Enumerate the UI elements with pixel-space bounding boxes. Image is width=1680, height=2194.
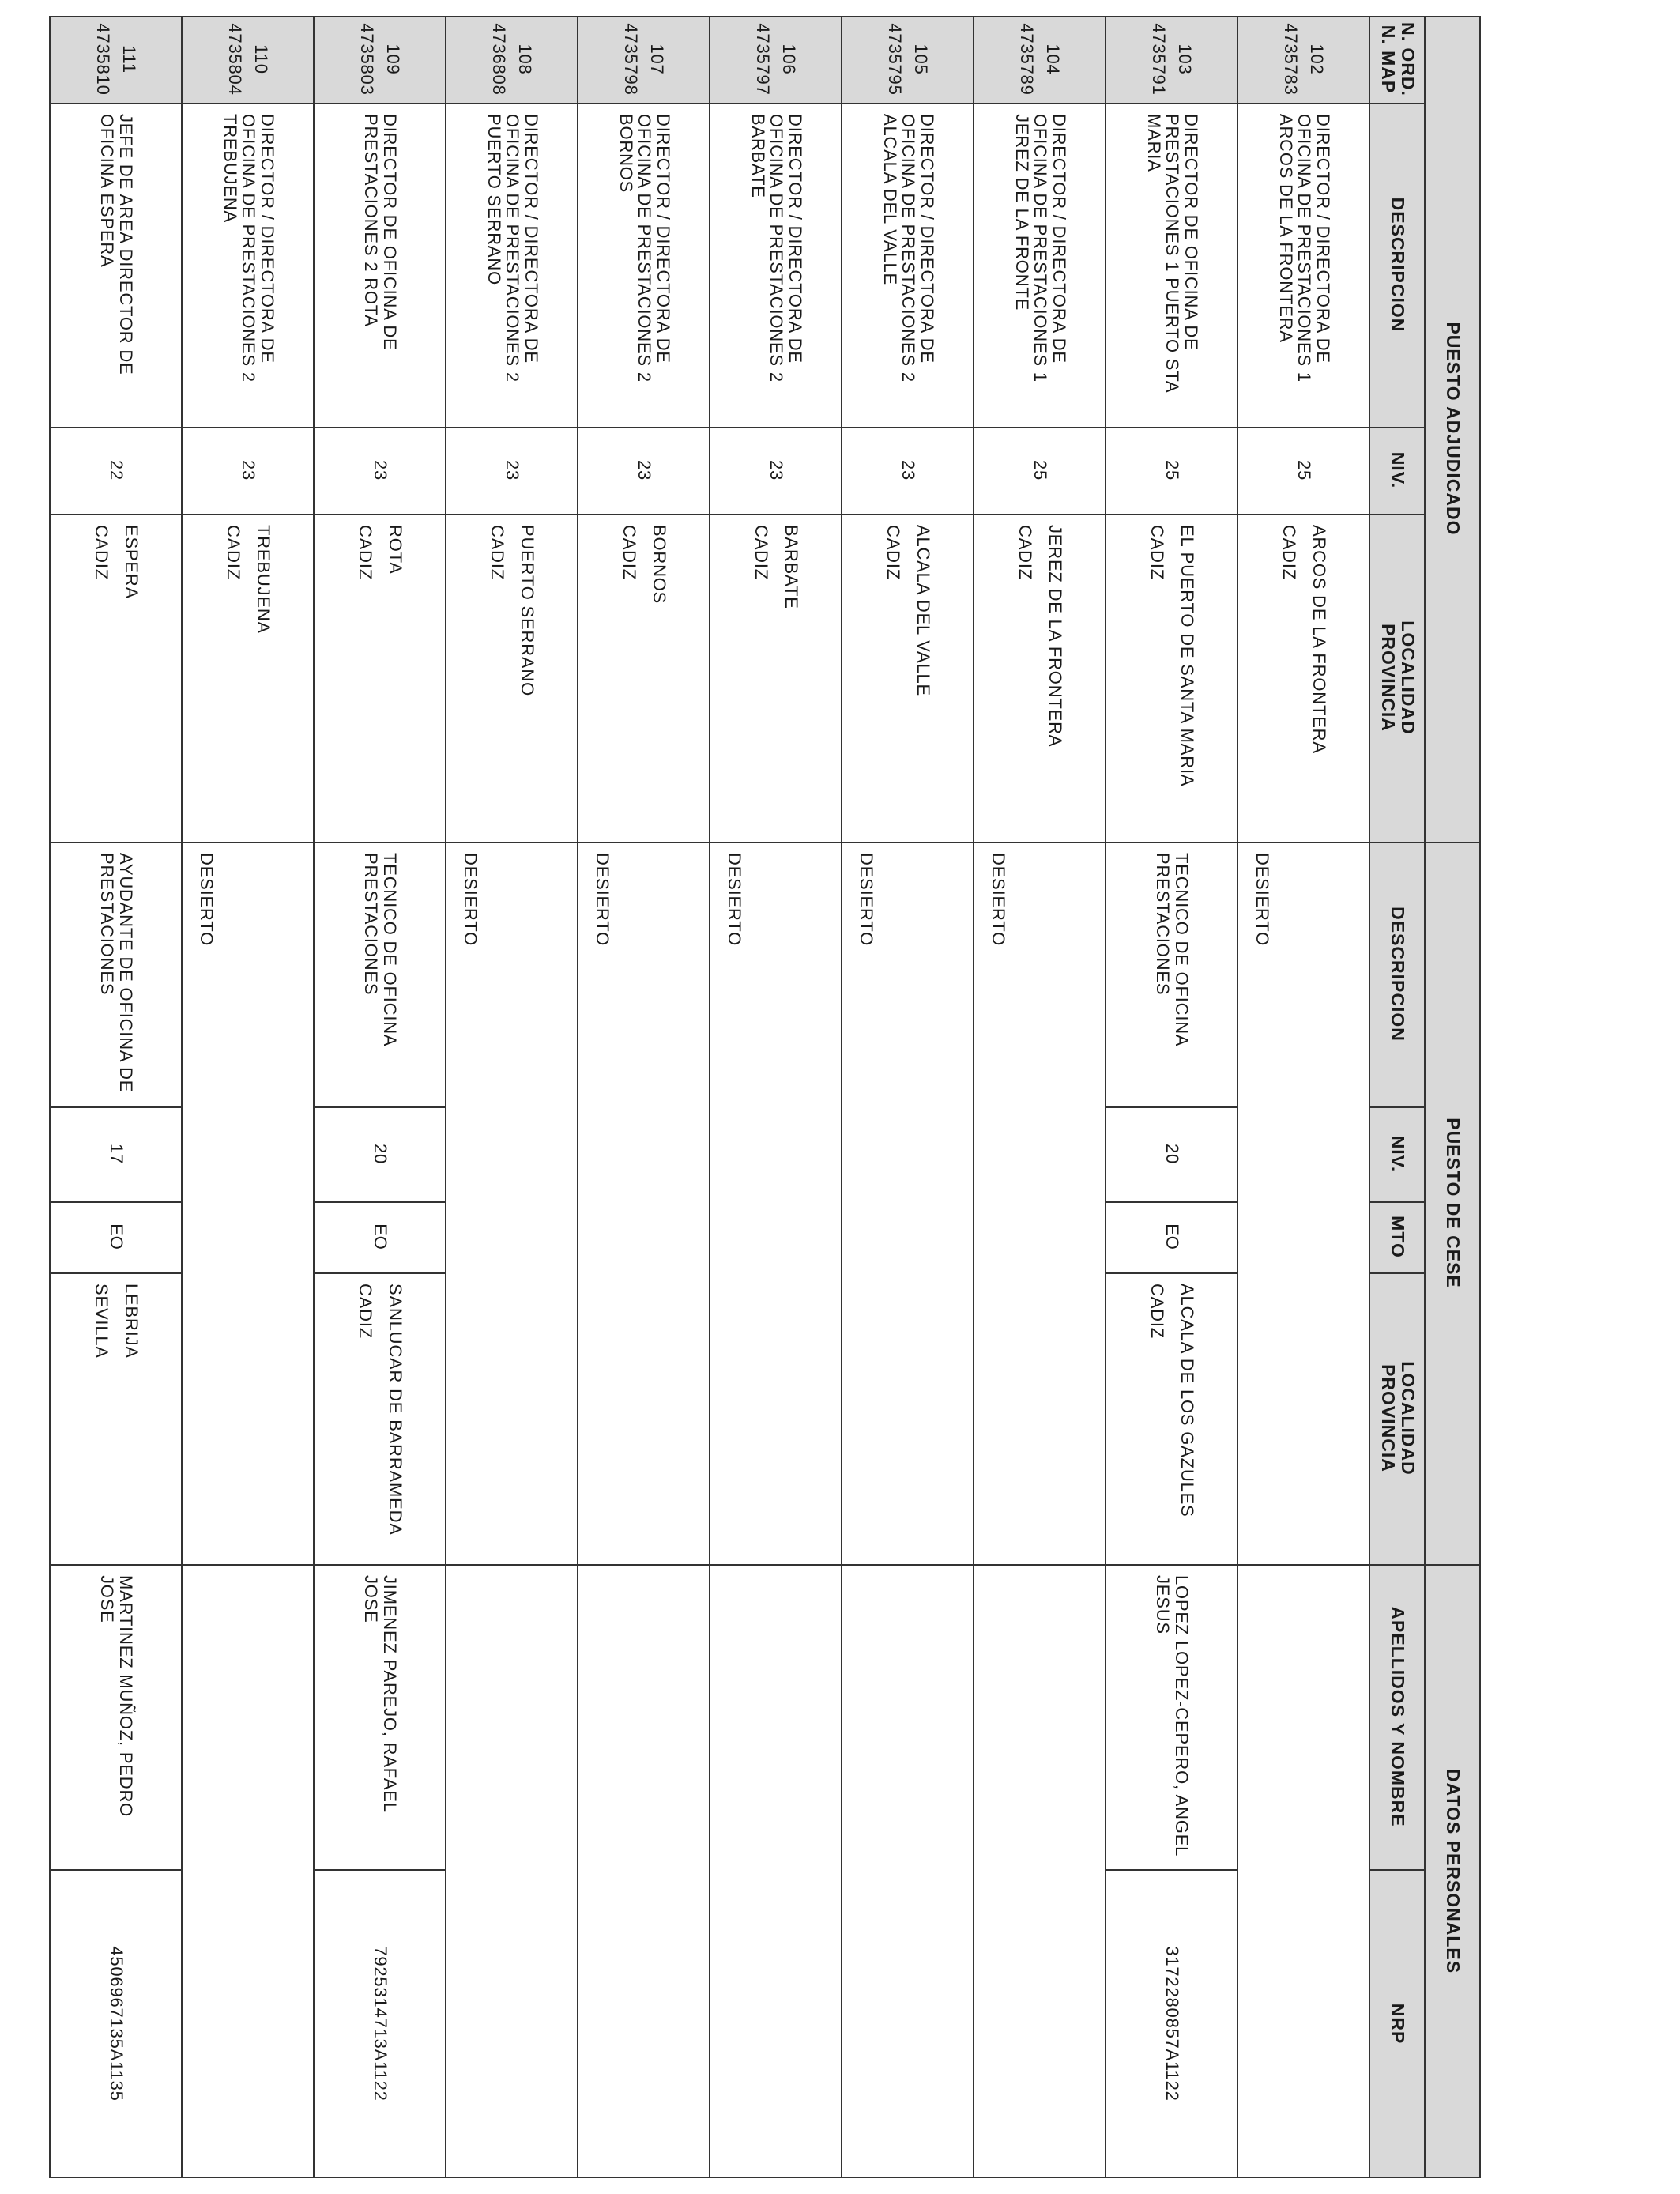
descripcion-cell [1238, 103, 1370, 427]
niv-cell [578, 427, 710, 514]
cell-text: 4735804 [225, 23, 246, 96]
nrp-cell [1106, 1869, 1238, 2178]
descripcion-cell [446, 103, 578, 427]
cese-niv-cell [51, 1106, 183, 1201]
cell-text: CADIZ [488, 525, 508, 580]
cell-text: CADIZ [883, 525, 904, 580]
cese-mto-cell [1106, 1201, 1238, 1272]
nord-nmap-cell [446, 16, 578, 103]
apellidos-nombre-cell [1106, 1564, 1238, 1869]
niv-cell [315, 427, 446, 514]
cese-desierto-cell [446, 842, 578, 1564]
cell-text: 25 [1030, 459, 1051, 481]
cese-localidad-provincia-cell [1106, 1272, 1238, 1564]
cell-text: DESIERTO [724, 853, 744, 947]
cell-text: ROTA [386, 525, 406, 575]
cell-text: 4735810 [93, 23, 114, 96]
apellidos-nombre-cell [51, 1564, 183, 1869]
cell-text: 7925314713A1122 [371, 1946, 391, 2102]
cell-text: 105 [911, 43, 932, 75]
header-nrp: NRP [1388, 2003, 1409, 2045]
cell-text: CADIZ [1147, 525, 1168, 580]
cese-descripcion-cell [315, 842, 446, 1106]
cell-text: 23 [767, 459, 787, 481]
localidad-provincia-cell [710, 514, 842, 842]
cell-text: ARCOS DE LA FRONTERA [1309, 525, 1330, 754]
header-puesto-cese: PUESTO DE CESE [1443, 1118, 1464, 1288]
nord-nmap-cell [1238, 16, 1370, 103]
cell-text: DESIERTO [1252, 853, 1272, 947]
cell-text: 25 [1294, 459, 1315, 481]
cell-text: EO [1162, 1223, 1183, 1250]
cell-text: 4735803 [357, 23, 378, 96]
cell-text: 106 [779, 43, 800, 75]
cell-text: JEREZ DE LA FRONTERA [1045, 525, 1066, 748]
cell-text: 107 [647, 43, 668, 75]
cese-desierto-cell [183, 842, 315, 1564]
cell-text: EL PUERTO DE SANTA MARIA [1177, 525, 1198, 787]
adjudicaciones-table [49, 16, 1481, 2178]
niv-cell [183, 427, 315, 514]
cell-text: DIRECTOR DE OFICINA DE PRESTACIONES 1 PUERTO STA MARIA [1143, 114, 1202, 393]
cell-text: 20 [1162, 1143, 1183, 1165]
cell-text: MARTINEZ MUÑOZ, PEDRO JOSE [97, 1575, 137, 1818]
cell-text: CADIZ [92, 525, 112, 580]
descripcion-cell [710, 103, 842, 427]
niv-cell [446, 427, 578, 514]
cell-text: 4735797 [753, 23, 774, 96]
nrp-cell [315, 1869, 446, 2178]
apellidos-nombre-cell [315, 1564, 446, 1869]
cese-descripcion-cell [51, 842, 183, 1106]
cell-text: PUERTO SERRANO [518, 525, 538, 696]
cell-text: LOPEZ LOPEZ-CEPERO, ANGEL JESUS [1153, 1575, 1192, 1857]
cese-localidad-provincia-cell [315, 1272, 446, 1564]
nord-nmap-cell [1106, 16, 1238, 103]
niv-cell [974, 427, 1106, 514]
cese-localidad-provincia-cell [51, 1272, 183, 1564]
cell-text: TECNICO DE OFICINA PRESTACIONES [361, 853, 401, 1046]
cell-text: CADIZ [224, 525, 244, 580]
descripcion-cell [51, 103, 183, 427]
nord-nmap-cell [51, 16, 183, 103]
cese-mto-cell [51, 1201, 183, 1272]
cell-text: DESIERTO [460, 853, 480, 947]
cell-text: 20 [371, 1143, 391, 1165]
cell-text: SEVILLA [92, 1284, 112, 1359]
cell-text: CADIZ [620, 525, 640, 580]
cell-text: JIMENEZ PAREJO, RAFAEL JOSE [361, 1575, 401, 1812]
cell-text: 17 [107, 1143, 127, 1165]
cell-text: 4735789 [1017, 23, 1038, 96]
nrp-cell [51, 1869, 183, 2178]
col-divider [710, 1564, 842, 1566]
cell-text: EO [107, 1223, 127, 1250]
cell-text: DIRECTOR / DIRECTORA DE OFICINA DE PRESTACIONES 2 BORNOS [616, 114, 674, 383]
descripcion-cell [315, 103, 446, 427]
cese-descripcion-cell [1106, 842, 1238, 1106]
niv-cell [710, 427, 842, 514]
cell-text: 4735783 [1281, 23, 1301, 96]
cese-desierto-cell [842, 842, 974, 1564]
cell-text: 23 [371, 459, 391, 481]
cell-text: BARBATE [782, 525, 802, 609]
nord-nmap-cell [315, 16, 446, 103]
cell-text: DIRECTOR DE OFICINA DE PRESTACIONES 2 ROTA [361, 114, 401, 351]
cell-text: 103 [1175, 43, 1196, 75]
niv-cell [1106, 427, 1238, 514]
cell-text: SANLUCAR DE BARRAMEDA [386, 1284, 406, 1536]
cell-text: 111 [119, 45, 140, 74]
localidad-provincia-cell [1238, 514, 1370, 842]
cese-desierto-cell [578, 842, 710, 1564]
header-cese-mto: MTO [1388, 1216, 1409, 1258]
header-puesto-adjudicado: PUESTO ADJUDICADO [1443, 322, 1464, 536]
cell-text: DIRECTOR / DIRECTORA DE OFICINA DE PRESTACIONES 2 TREBUJENA [220, 114, 278, 383]
cell-text: ESPERA [122, 525, 142, 600]
cell-text: DESIERTO [988, 853, 1008, 947]
header-cese-localidad-provincia: LOCALIDAD PROVINCIA [1378, 1361, 1418, 1476]
niv-cell [842, 427, 974, 514]
cell-text: 3172280857A1122 [1162, 1946, 1183, 2102]
cell-text: 104 [1043, 43, 1064, 75]
cese-niv-cell [315, 1106, 446, 1201]
cell-text: DIRECTOR / DIRECTORA DE OFICINA DE PRESTACIONES 2 PUERTO SERRANO [484, 114, 542, 383]
cell-text: 23 [898, 459, 919, 481]
cell-text: 23 [239, 459, 259, 481]
cell-text: 4735791 [1149, 23, 1170, 96]
col-divider [578, 1564, 710, 1566]
localidad-provincia-cell [183, 514, 315, 842]
cell-text: CADIZ [356, 1284, 376, 1339]
descripcion-cell [183, 103, 315, 427]
localidad-provincia-cell [842, 514, 974, 842]
col-divider [1238, 1564, 1370, 1566]
cell-text: CADIZ [1279, 525, 1300, 580]
cell-text: 4506967135A1135 [107, 1946, 127, 2102]
descripcion-cell [1106, 103, 1238, 427]
cese-niv-cell [1106, 1106, 1238, 1201]
col-divider [974, 1564, 1106, 1566]
col-divider [183, 1564, 315, 1566]
cell-text: 110 [251, 44, 272, 74]
cell-text: ALCALA DEL VALLE [913, 525, 934, 697]
cell-text: AYUDANTE DE OFICINA DE PRESTACIONES [97, 853, 137, 1093]
cell-text: LEBRIJA [122, 1284, 142, 1359]
localidad-provincia-cell [1106, 514, 1238, 842]
cell-text: CADIZ [1147, 1284, 1168, 1339]
cese-mto-cell [315, 1201, 446, 1272]
cell-text: TECNICO DE OFICINA PRESTACIONES [1153, 853, 1192, 1046]
header-niv: NIV. [1388, 451, 1409, 489]
cese-desierto-cell [1238, 842, 1370, 1564]
localidad-provincia-cell [315, 514, 446, 842]
nord-nmap-cell [578, 16, 710, 103]
header-cese-niv: NIV. [1388, 1135, 1409, 1173]
cell-text: DESIERTO [856, 853, 876, 947]
cell-text: DIRECTOR / DIRECTORA DE OFICINA DE PRESTACIONES 2 BARBATE [748, 114, 806, 383]
cell-text: 22 [107, 459, 127, 481]
cell-text: DESIERTO [592, 853, 612, 947]
header-localidad-provincia: LOCALIDAD PROVINCIA [1378, 620, 1418, 735]
header-nord-nmap: N. ORD. N. MAP [1378, 22, 1418, 96]
localidad-provincia-cell [446, 514, 578, 842]
nord-nmap-cell [710, 16, 842, 103]
nord-nmap-cell [974, 16, 1106, 103]
cell-text: CADIZ [356, 525, 376, 580]
header-apellidos-nombre: APELLIDOS Y NOMBRE [1388, 1606, 1409, 1827]
cell-text: BORNOS [650, 525, 670, 605]
descripcion-cell [578, 103, 710, 427]
cell-text: 25 [1162, 459, 1183, 481]
cell-text: ALCALA DE LOS GAZULES [1177, 1284, 1198, 1517]
cell-text: CADIZ [1015, 525, 1036, 580]
cell-text: DIRECTOR / DIRECTORA DE OFICINA DE PRESTACIONES 2 ALCALA DEL VALLE [880, 114, 938, 383]
cell-text: TREBUJENA [254, 525, 274, 634]
header-datos-personales: DATOS PERSONALES [1443, 1768, 1464, 1974]
cese-desierto-cell [710, 842, 842, 1564]
descripcion-cell [974, 103, 1106, 427]
cese-desierto-cell [974, 842, 1106, 1564]
cell-text: 109 [383, 43, 404, 75]
header-cese-descripcion: DESCRIPCION [1388, 907, 1409, 1042]
cell-text: 108 [515, 43, 536, 75]
col-divider [842, 1564, 974, 1566]
header-descripcion: DESCRIPCION [1388, 197, 1409, 333]
cell-text: EO [371, 1223, 391, 1250]
nord-nmap-cell [842, 16, 974, 103]
cell-text: 4736808 [489, 23, 510, 96]
localidad-provincia-cell [51, 514, 183, 842]
cell-text: 4735798 [621, 23, 642, 96]
cell-text: DESIERTO [196, 853, 217, 947]
cell-text: JEFE DE AREA DIRECTOR DE OFICINA ESPERA [97, 114, 137, 375]
niv-cell [51, 427, 183, 514]
niv-cell [1238, 427, 1370, 514]
cell-text: 23 [635, 459, 655, 481]
cell-text: CADIZ [751, 525, 772, 580]
cell-text: DIRECTOR / DIRECTORA DE OFICINA DE PRESTACIONES 1 ARCOS DE LA FRONTERA [1275, 114, 1334, 383]
cell-text: DIRECTOR / DIRECTORA DE OFICINA DE PRESTACIONES 1 JEREZ DE LA FRONTE [1011, 114, 1070, 383]
cell-text: 102 [1307, 43, 1328, 75]
nord-nmap-cell [183, 16, 315, 103]
localidad-provincia-cell [578, 514, 710, 842]
localidad-provincia-cell [974, 514, 1106, 842]
descripcion-cell [842, 103, 974, 427]
cell-text: 23 [503, 459, 523, 481]
col-divider [446, 1564, 578, 1566]
cell-text: 4735795 [885, 23, 906, 96]
